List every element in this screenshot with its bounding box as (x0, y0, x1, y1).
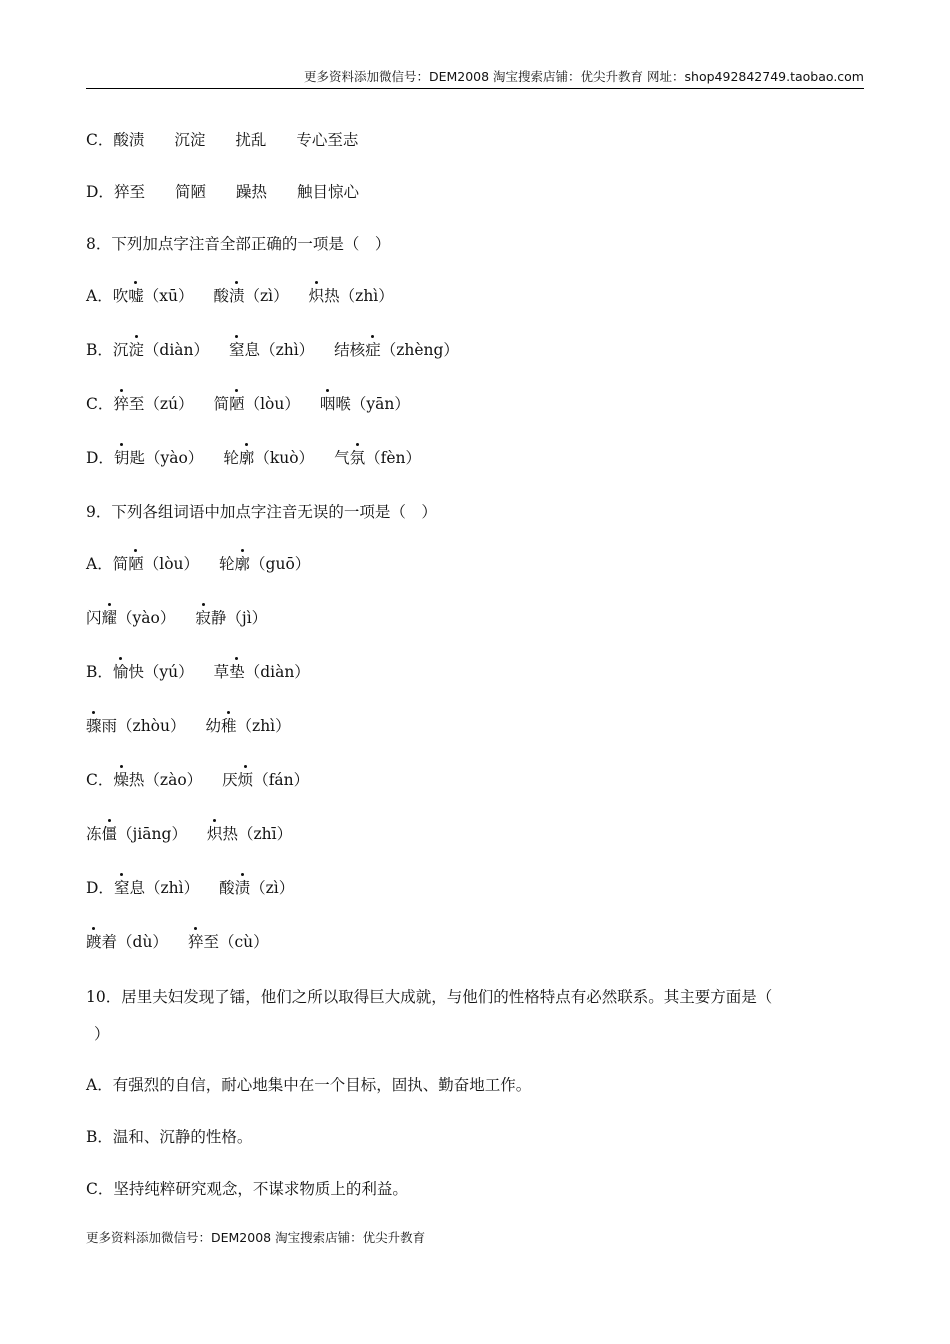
pinyin: （zì） (250, 879, 295, 897)
q9-option-b-line2 (86, 714, 291, 736)
char: 轮 (223, 449, 239, 467)
dotted-char: 燥 (113, 768, 129, 790)
char: 至 (203, 933, 219, 951)
char: 热 (324, 287, 340, 305)
word: 触目惊心 (296, 183, 359, 201)
pinyin: （jiāng） (117, 825, 187, 843)
option-label: D． (86, 879, 114, 897)
header-text: 更多资料添加微信号：DEM2008 淘宝搜索店铺：优尖升教育 网址：shop492842749.taobao.com (303, 69, 864, 84)
q8-option-a (86, 284, 394, 306)
char: 热 (222, 825, 238, 843)
pinyin: （zú） (144, 395, 194, 413)
dotted-char: 嘘 (128, 284, 144, 306)
page-header (86, 68, 864, 89)
char: 幼 (205, 717, 222, 735)
option-label: A． (86, 287, 113, 305)
q10-option-a: A．有强烈的自信，耐心地集中在一个目标，固执、勤奋地工作。 (86, 1076, 532, 1094)
dotted-char: 寂 (195, 606, 211, 628)
pinyin: （zào） (144, 771, 203, 789)
dotted-char: 愉 (113, 660, 129, 682)
q8-option-b (86, 338, 459, 360)
dotted-char: 渍 (235, 876, 251, 898)
dotted-char: 烦 (238, 768, 254, 790)
q9-option-d-line1 (86, 876, 294, 898)
option-label: B． (86, 663, 113, 681)
char: 简 (112, 555, 129, 573)
dotted-char: 陋 (229, 392, 245, 414)
pinyin: （yān） (350, 395, 410, 413)
question-10-stem: 10．居里夫妇发现了镭，他们之所以取得巨大成就，与他们的性格特点有必然联系。其主要方面是（ (86, 988, 773, 1006)
q10-option-c: C．坚持纯粹研究观念，不谋求物质上的利益。 (86, 1180, 408, 1198)
dotted-char: 僵 (102, 822, 118, 844)
char: 气 (334, 449, 350, 467)
word: 扰乱 (235, 131, 267, 149)
word: 酸渍 (113, 131, 145, 149)
q9-option-b-line1 (86, 660, 310, 682)
dotted-char: 症 (365, 338, 381, 360)
dotted-char: 炽 (207, 822, 223, 844)
dotted-char: 骤 (86, 714, 102, 736)
pinyin: （fán） (253, 771, 310, 789)
q10-option-b: B．温和、沉静的性格。 (86, 1128, 253, 1146)
char: 喉 (335, 395, 351, 413)
option-label: D． (86, 183, 114, 201)
q8-option-d (86, 446, 421, 468)
pinyin: （dù） (117, 933, 168, 951)
pinyin: （fèn） (365, 449, 421, 467)
word: 简陋 (174, 183, 206, 201)
char: 息 (129, 879, 145, 897)
dotted-char: 窒 (114, 876, 130, 898)
char: 着 (101, 933, 118, 951)
char: 酸 (219, 879, 235, 897)
pinyin: （zhī） (237, 825, 293, 843)
dotted-char: 渍 (229, 284, 245, 306)
pinyin: （yú） (143, 663, 194, 681)
char: 草 (213, 663, 230, 681)
pinyin: （guō） (250, 555, 311, 573)
dotted-char: 淀 (128, 338, 144, 360)
dotted-char: 陋 (128, 552, 144, 574)
pinyin: （zhèng） (380, 341, 459, 359)
dotted-char: 猝 (188, 930, 204, 952)
q9-option-d-line2 (86, 930, 269, 952)
dotted-char: 耀 (102, 606, 118, 628)
dotted-char: 钥 (114, 446, 130, 468)
option-label: C． (86, 771, 114, 789)
pinyin: （xū） (143, 287, 194, 305)
pinyin: （diàn） (244, 663, 310, 681)
char: 至 (128, 395, 145, 413)
char: 酸 (213, 287, 229, 305)
dotted-char: 氛 (350, 446, 366, 468)
char: 闪 (86, 609, 102, 627)
question-8-stem: 8．下列加点字注音全部正确的一项是（ ） (86, 235, 391, 253)
char: 快 (128, 663, 144, 681)
char: 热 (128, 771, 145, 789)
pinyin: （zì） (244, 287, 289, 305)
pinyin: （zhì） (260, 341, 315, 359)
dotted-char: 猝 (113, 392, 129, 414)
q7-option-c (86, 128, 358, 150)
pinyin: （lòu） (143, 555, 200, 573)
q9-option-a-line1 (86, 552, 310, 574)
question-10-stem-end: ） (94, 1025, 110, 1043)
dotted-char: 稚 (221, 714, 237, 736)
question-9-stem: 9．下列各组词语中加点字注音无误的一项是（ ） (86, 503, 437, 521)
char: 静 (210, 609, 227, 627)
pinyin: （zhòu） (117, 717, 186, 735)
char: 结核 (334, 341, 366, 359)
char: 厌 (222, 771, 238, 789)
pinyin: （lòu） (244, 395, 300, 413)
dotted-char: 垫 (229, 660, 245, 682)
q7-option-d (86, 180, 359, 202)
option-label: A． (86, 555, 113, 573)
pinyin: （zhì） (236, 717, 291, 735)
option-label: C． (86, 131, 114, 149)
page-footer (86, 1228, 425, 1246)
footer-text: 更多资料添加微信号：DEM2008 淘宝搜索店铺：优尖升教育 (86, 1230, 426, 1245)
char: 雨 (101, 717, 118, 735)
dotted-char: 咽 (320, 392, 336, 414)
dotted-char: 廓 (239, 446, 255, 468)
word: 沉淀 (174, 131, 206, 149)
option-label: B． (86, 341, 113, 359)
char: 简 (213, 395, 230, 413)
pinyin: （yào） (144, 449, 204, 467)
char: 匙 (129, 449, 145, 467)
word: 猝至 (113, 183, 145, 201)
pinyin: （kuò） (254, 449, 315, 467)
char: 轮 (219, 555, 235, 573)
q8-option-c (86, 392, 410, 414)
option-label: C． (86, 395, 114, 413)
char: 吹 (112, 287, 129, 305)
dotted-char: 踱 (86, 930, 102, 952)
pinyin: （jì） (226, 609, 268, 627)
char: 息 (244, 341, 261, 359)
word: 专心至志 (296, 131, 359, 149)
pinyin: （zhì） (144, 879, 200, 897)
pinyin: （zhì） (339, 287, 394, 305)
pinyin: （diàn） (143, 341, 210, 359)
word: 躁热 (235, 183, 267, 201)
pinyin: （yào） (117, 609, 176, 627)
char: 冻 (86, 825, 102, 843)
dotted-char: 廓 (235, 552, 251, 574)
q9-option-c-line2 (86, 822, 292, 844)
pinyin: （cù） (218, 933, 269, 951)
q9-option-a-line2 (86, 606, 267, 628)
char: 沉 (112, 341, 129, 359)
option-label: D． (86, 449, 114, 467)
dotted-char: 窒 (229, 338, 245, 360)
dotted-char: 炽 (309, 284, 325, 306)
q9-option-c-line1 (86, 768, 309, 790)
